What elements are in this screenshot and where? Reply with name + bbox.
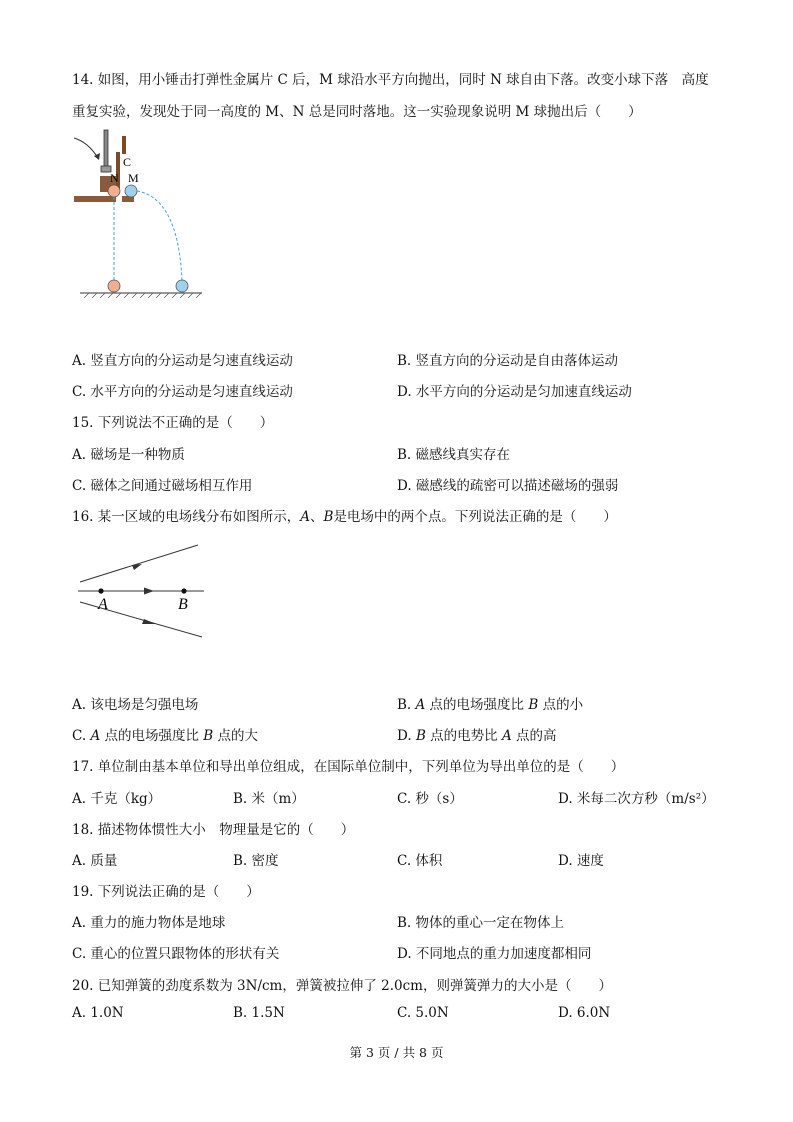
q16-option-b-b: B — [528, 697, 539, 713]
page-footer: 第 3 页 / 共 8 页 — [349, 1045, 444, 1060]
q18-option-b: B. 密度 — [233, 853, 279, 869]
q16-stem — [72, 505, 617, 525]
q16-stem-a: A — [300, 509, 311, 525]
ball-m-top — [125, 185, 137, 197]
point-b — [181, 588, 186, 593]
ball-n-top — [108, 185, 120, 197]
q17-option-a: A. 千克（kg） — [72, 791, 162, 807]
q16-option-d-mid: 点的电势比 — [425, 728, 502, 744]
label-b: B — [178, 596, 188, 613]
q18-option-c: C. 体积 — [397, 853, 443, 869]
q16-option-b-prefix: B. — [397, 697, 416, 713]
q16-figure — [74, 540, 214, 645]
q18-option-a: A. 质量 — [72, 853, 118, 869]
q16-option-a: A. 该电场是匀强电场 — [72, 697, 199, 713]
q19-option-a: A. 重力的施力物体是地球 — [72, 915, 226, 931]
q17-option-b: B. 米（m） — [233, 791, 305, 807]
q20-option-a: A. 1.0N — [72, 1005, 124, 1021]
q14-stem-line2: 重复实验，发现处于同一高度的 M、N 总是同时落地。这一实验现象说明 M 球抛出后（ ） — [72, 104, 642, 120]
q17-option-d: D. 米每二次方秒（m/s²） — [558, 791, 715, 807]
q16-option-c-mid: 点的电场强度比 — [100, 728, 204, 744]
q15-option-d: D. 磁感线的疏密可以描述磁场的强弱 — [397, 478, 619, 494]
q16-option-b-suffix: 点的小 — [538, 697, 584, 713]
q16-option-d — [397, 724, 557, 744]
q16-option-c — [72, 724, 258, 744]
q19-stem: 19. 下列说法正确的是（ ） — [72, 884, 260, 900]
q17-stem: 17. 单位制由基本单位和导出单位组成，在国际单位制中，下列单位为导出单位的是（ ） — [72, 759, 625, 775]
label-n: N — [110, 171, 119, 185]
q16-option-b-a: A — [415, 697, 426, 713]
q16-option-d-b: B — [415, 728, 426, 744]
q16-option-c-b: B — [203, 728, 214, 744]
q19-option-b: B. 物体的重心一定在物体上 — [397, 915, 565, 931]
q16-option-d-suffix: 点的高 — [511, 728, 557, 744]
q16-stem-sep: 、 — [310, 509, 324, 525]
label-a: A — [98, 596, 108, 613]
q19-option-d: D. 不同地点的重力加速度都相同 — [397, 946, 592, 962]
q16-stem-post: 是电场中的两个点。下列说法正确的是（ ） — [333, 509, 617, 525]
q20-option-c: C. 5.0N — [397, 1005, 449, 1021]
ball-m-bottom — [176, 280, 188, 292]
label-m: M — [128, 171, 139, 185]
label-c: C — [123, 155, 132, 169]
q20-option-b: B. 1.5N — [233, 1005, 285, 1021]
q19-option-c: C. 重心的位置只跟物体的形状有关 — [72, 946, 280, 962]
q14-option-c: C. 水平方向的分运动是匀速直线运动 — [72, 384, 293, 400]
q16-option-d-a: A — [501, 728, 512, 744]
q14-stem-line1: 14. 如图，用小锤击打弹性金属片 C 后，M 球沿水平方向抛出，同时 N 球自由下落。改变小球下落 高度 — [72, 72, 709, 88]
q14-option-d: D. 水平方向的分运动是匀加速直线运动 — [397, 384, 632, 400]
q14-figure — [70, 128, 210, 306]
q20-stem: 20. 已知弹簧的劲度系数为 3N/cm，弹簧被拉伸了 2.0cm，则弹簧弹力的大小是（ ） — [72, 978, 612, 994]
q17-option-c: C. 秒（s） — [397, 791, 463, 807]
q16-stem-pre: 16. 某一区域的电场线分布如图所示， — [72, 509, 301, 525]
q20-option-d: D. 6.0N — [558, 1005, 611, 1021]
q16-option-d-prefix: D. — [397, 728, 416, 744]
ball-n-bottom — [108, 280, 120, 292]
point-a — [98, 588, 103, 593]
q16-option-c-a: A — [90, 728, 101, 744]
q15-stem: 15. 下列说法不正确的是（ ） — [72, 415, 274, 431]
q16-stem-b: B — [323, 509, 334, 525]
q18-option-d: D. 速度 — [558, 853, 604, 869]
q15-option-b: B. 磁感线真实存在 — [397, 447, 511, 463]
q16-option-c-suffix: 点的大 — [213, 728, 258, 744]
q16-option-b-mid: 点的电场强度比 — [425, 697, 529, 713]
q15-option-c: C. 磁体之间通过磁场相互作用 — [72, 478, 253, 494]
q16-option-b — [397, 693, 583, 713]
q16-option-c-prefix: C. — [72, 728, 91, 744]
q14-option-a: A. 竖直方向的分运动是匀速直线运动 — [72, 353, 293, 369]
q18-stem: 18. 描述物体惯性大小 物理量是它的（ ） — [72, 822, 355, 838]
q15-option-a: A. 磁场是一种物质 — [72, 447, 185, 463]
q14-option-b: B. 竖直方向的分运动是自由落体运动 — [397, 353, 619, 369]
